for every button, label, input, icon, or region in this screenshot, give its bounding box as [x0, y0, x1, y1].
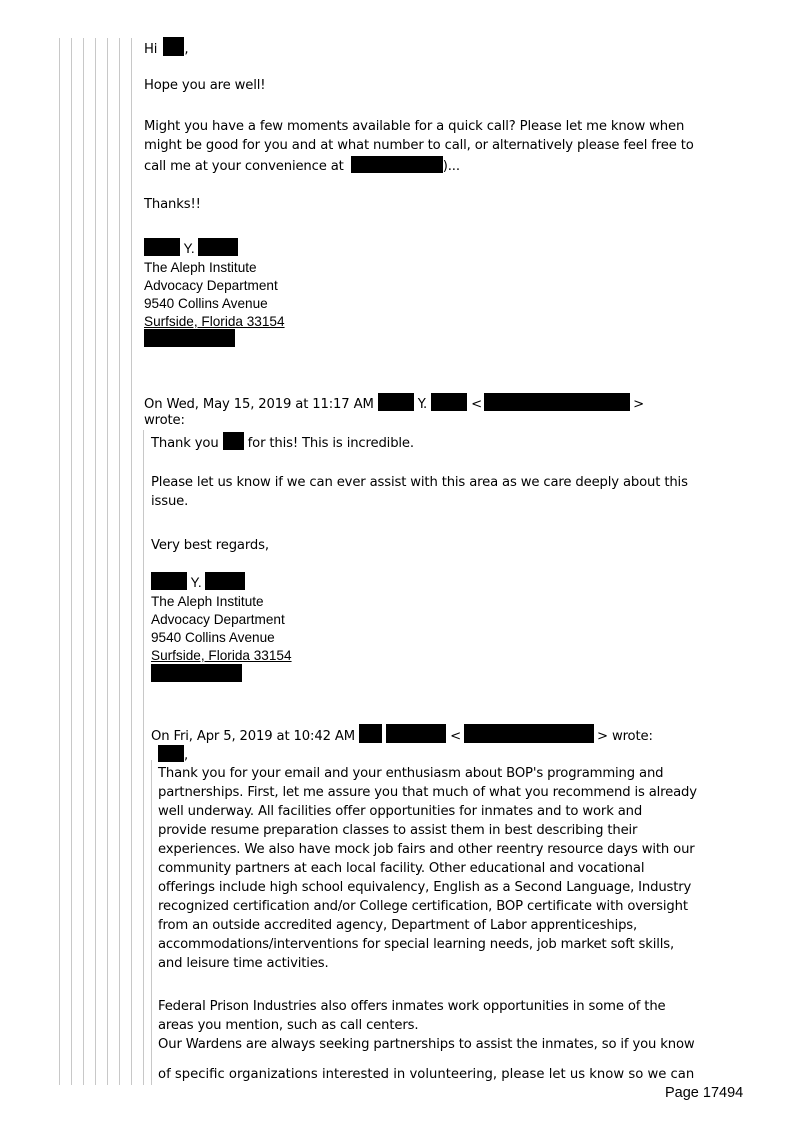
body-line: might be good for you and at what number to call, or alternatively please feel free to	[144, 138, 694, 153]
signature-name: Y.	[151, 572, 245, 592]
body-line: Thank you for your email and your enthusiasm about BOP's programming and	[158, 766, 664, 781]
redaction-block	[144, 329, 235, 347]
quote-bar	[95, 38, 96, 1085]
signature-dept: Advocacy Department	[151, 612, 285, 627]
body-line: experiences. We also have mock job fairs and other reentry resource days with our	[158, 842, 695, 857]
body-line: call me at your convenience at )...	[144, 156, 460, 177]
greeting-hi: Hi	[144, 42, 158, 57]
thank-you-line: Thank you for this! This is incredible.	[151, 432, 414, 454]
signature-dept: Advocacy Department	[144, 278, 278, 293]
quote-bar	[151, 760, 152, 1085]
redaction-block	[351, 156, 443, 173]
hope-line: Hope you are well!	[144, 78, 266, 93]
body-line: Federal Prison Industries also offers inmates work opportunities in some of the	[158, 999, 666, 1014]
thanks-line: Thanks!!	[144, 197, 201, 212]
greeting: Hi ,	[144, 37, 188, 60]
quote-header-wrote: wrote:	[144, 413, 185, 428]
signature-address-2[interactable]: Surfside, Florida 33154	[151, 648, 292, 663]
quote-bar	[71, 38, 72, 1085]
signature-name: Y.	[144, 238, 238, 258]
redaction-block	[386, 724, 446, 743]
page-number: Page 17494	[665, 1085, 744, 1101]
regards-line: Very best regards,	[151, 538, 269, 553]
quote-bar	[143, 430, 144, 1085]
body-line: issue.	[151, 494, 189, 509]
body-line: well underway. All facilities offer opportunities for inmates and to work and	[158, 804, 643, 819]
body-line: accommodations/interventions for special learning needs, job market soft skills,	[158, 937, 675, 952]
quote-header: On Fri, Apr 5, 2019 at 10:42 AM < > wrote:	[151, 724, 653, 747]
quote-bar	[59, 38, 60, 1085]
redaction-block	[163, 37, 184, 56]
redaction-block	[151, 572, 187, 590]
redaction-block	[158, 745, 184, 762]
signature-address-2[interactable]: Surfside, Florida 33154	[144, 314, 285, 329]
body-line: recognized certification and/or College certification, BOP certificate with oversight	[158, 899, 688, 914]
body-line: community partners at each local facility. Other educational and vocational	[158, 861, 645, 876]
salutation: ,	[158, 745, 188, 766]
quote-bar	[107, 38, 108, 1085]
redaction-block	[144, 238, 180, 256]
body-line: and leisure time activities.	[158, 956, 329, 971]
body-line: from an outside accredited agency, Department of Labor apprenticeships,	[158, 918, 638, 933]
signature-org: The Aleph Institute	[151, 594, 264, 609]
redaction-block	[359, 724, 382, 743]
redaction-block	[198, 238, 238, 256]
body-line: offerings include high school equivalency, English as a Second Language, Industry	[158, 880, 692, 895]
signature-address-1: 9540 Collins Avenue	[151, 630, 275, 645]
quote-bar	[83, 38, 84, 1085]
signature-org: The Aleph Institute	[144, 260, 257, 275]
signature-address-1: 9540 Collins Avenue	[144, 296, 268, 311]
redaction-block	[223, 432, 244, 450]
body-line: Our Wardens are always seeking partnerships to assist the inmates, so if you know	[158, 1037, 695, 1052]
redaction-block	[484, 393, 630, 411]
body-line: provide resume preparation classes to assist them in best describing their	[158, 823, 638, 838]
redaction-block	[378, 393, 414, 411]
body-line: Might you have a few moments available for a quick call? Please let me know when	[144, 119, 685, 134]
redaction-block	[205, 572, 245, 590]
body-line: Please let us know if we can ever assist with this area as we care deeply about this	[151, 475, 688, 490]
quote-bar	[119, 38, 120, 1085]
redaction-block	[151, 664, 242, 682]
body-line: areas you mention, such as call centers.	[158, 1018, 419, 1033]
clipped-line: of specific organizations interested in volunteering, please let us know so we can	[158, 1067, 695, 1082]
body-line: partnerships. First, let me assure you that much of what you recommend is already	[158, 785, 697, 800]
quote-bar	[131, 38, 132, 1085]
quote-header: On Wed, May 15, 2019 at 11:17 AM Y. < >	[144, 393, 644, 415]
redaction-block	[464, 724, 594, 743]
redaction-block	[431, 393, 467, 411]
